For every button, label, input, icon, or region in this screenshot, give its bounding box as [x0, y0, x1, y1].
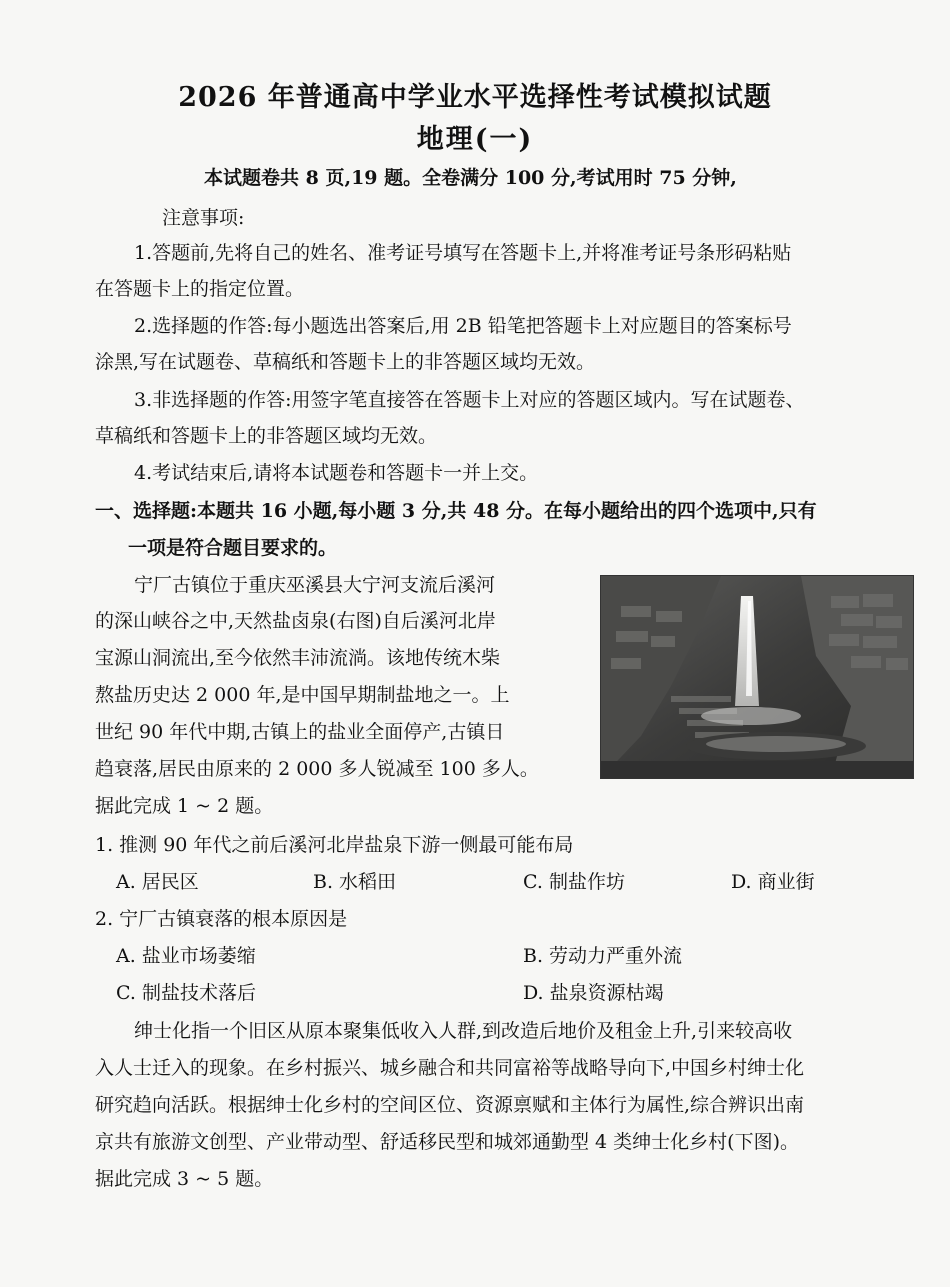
section1-heading-line-2: 一项是符合题目要求的。	[128, 537, 338, 559]
passage2-line-4: 京共有旅游文创型、产业带动型、舒适移民型和城郊通勤型 4 类绅士化乡村(下图)。	[95, 1131, 799, 1153]
question-1-option-b[interactable]: B. 水稻田	[313, 871, 397, 893]
passage1-line-6: 趋衰落,居民由原来的 2 000 多人锐减至 100 多人。	[95, 758, 539, 780]
notice-item-2-line-2: 涂黑,写在试题卷、草稿纸和答题卡上的非答题区域均无效。	[95, 351, 596, 373]
exam-title: 2026 年普通高中学业水平选择性考试模拟试题	[178, 82, 772, 113]
passage2-line-2: 入人士迁入的现象。在乡村振兴、城乡融合和共同富裕等战略导向下,中国乡村绅士化	[95, 1057, 805, 1079]
question-1-stem: 1. 推测 90 年代之前后溪河北岸盐泉下游一侧最可能布局	[95, 834, 574, 856]
notice-item-3-line-2: 草稿纸和答题卡上的非答题区域均无效。	[95, 425, 438, 447]
passage2-line-1: 绅士化指一个旧区从原本聚集低收入人群,到改造后地价及租金上升,引来较高收	[134, 1020, 793, 1042]
section1-heading-line-1: 一、选择题:本题共 16 小题,每小题 3 分,共 48 分。在每小题给出的四个选项中,只有	[95, 500, 817, 522]
question-2-option-d[interactable]: D. 盐泉资源枯竭	[523, 982, 664, 1004]
passage2-line-3: 研究趋向活跃。根据绅士化乡村的空间区位、资源禀赋和主体行为属性,综合辨识出南	[95, 1094, 805, 1116]
question-2-option-a[interactable]: A. 盐业市场萎缩	[116, 945, 256, 967]
notice-item-1-line-2: 在答题卡上的指定位置。	[95, 278, 305, 300]
notice-item-1-line-1: 1.答题前,先将自己的姓名、准考证号填写在答题卡上,并将准考证号条形码粘贴	[134, 242, 792, 264]
passage1-line-2: 的深山峡谷之中,天然盐卤泉(右图)自后溪河北岸	[95, 610, 496, 632]
question-2-option-b[interactable]: B. 劳动力严重外流	[523, 945, 683, 967]
question-2-stem: 2. 宁厂古镇衰落的根本原因是	[95, 908, 348, 930]
passage1-line-7: 据此完成 1 ~ 2 题。	[95, 795, 274, 817]
question-2-option-c[interactable]: C. 制盐技术落后	[116, 982, 256, 1004]
exam-info: 本试题卷共 8 页,19 题。全卷满分 100 分,考试用时 75 分钟,	[204, 167, 737, 189]
question-1-option-c[interactable]: C. 制盐作坊	[523, 871, 625, 893]
passage2-line-5: 据此完成 3 ~ 5 题。	[95, 1168, 274, 1190]
notice-item-2-line-1: 2.选择题的作答:每小题选出答案后,用 2B 铅笔把答题卡上对应题目的答案标号	[134, 315, 792, 337]
passage1-line-3: 宝源山洞流出,至今依然丰沛流淌。该地传统木柴	[95, 647, 501, 669]
notice-item-3-line-1: 3.非选择题的作答:用签字笔直接答在答题卡上对应的答题区域内。写在试题卷、	[134, 389, 805, 411]
question-1-option-a[interactable]: A. 居民区	[116, 871, 199, 893]
passage1-line-5: 世纪 90 年代中期,古镇上的盐业全面停产,古镇日	[95, 721, 505, 743]
passage1-line-4: 熬盐历史达 2 000 年,是中国早期制盐地之一。上	[95, 684, 510, 706]
question-1-option-d[interactable]: D. 商业街	[731, 871, 815, 893]
exam-subtitle: 地理(一)	[416, 124, 534, 155]
salt-spring-photo	[600, 575, 914, 779]
passage1-line-1: 宁厂古镇位于重庆巫溪县大宁河支流后溪河	[134, 574, 496, 596]
notice-item-4: 4.考试结束后,请将本试题卷和答题卡一并上交。	[134, 462, 539, 484]
notice-heading: 注意事项:	[162, 207, 245, 229]
